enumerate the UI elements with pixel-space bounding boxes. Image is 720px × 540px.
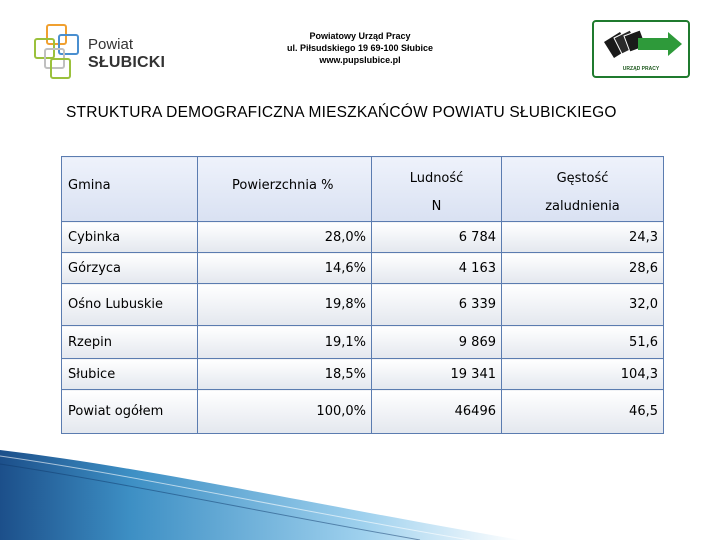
table-row (62, 253, 664, 284)
cell-ludnosc: 6 784 (372, 222, 502, 253)
demographic-table (61, 156, 664, 434)
cell-gestosc: 51,6 (502, 326, 664, 359)
page-title: STRUKTURA DEMOGRAFICZNA MIESZKAŃCÓW POWIATU SŁUBICKIEGO (66, 104, 617, 121)
org-website: www.pupslubice.pl (319, 55, 401, 65)
logo-text-slubicki: SŁUBICKI (88, 54, 166, 71)
cell-gmina: Słubice (62, 359, 198, 390)
cell-gmina: Ośno Lubuskie (62, 284, 198, 326)
cell-powierzchnia: 19,1% (198, 326, 372, 359)
org-name: Powiatowy Urząd Pracy (309, 31, 411, 41)
cell-powierzchnia: 19,8% (198, 284, 372, 326)
organisation-info (260, 30, 460, 66)
header-gestosc-label: Gęstość (556, 171, 609, 186)
table-header-row (62, 157, 664, 222)
table-row (62, 284, 664, 326)
cell-powierzchnia: 14,6% (198, 253, 372, 284)
urzad-pracy-caption: URZĄD PRACY (622, 66, 660, 72)
header-powierzchnia: Powierzchnia % (198, 157, 372, 222)
table-row (62, 359, 664, 390)
cell-ludnosc: 4 163 (372, 253, 502, 284)
cell-gmina: Cybinka (62, 222, 198, 253)
decorative-swoosh (0, 450, 720, 540)
header-gestosc (502, 157, 664, 222)
urzad-pracy-logo (592, 20, 690, 78)
powiat-slubicki-logo (28, 16, 172, 82)
cell-gestosc: 46,5 (502, 390, 664, 434)
cell-gestosc: 104,3 (502, 359, 664, 390)
cell-gmina: Powiat ogółem (62, 390, 198, 434)
cell-gmina: Rzepin (62, 326, 198, 359)
cell-ludnosc: 19 341 (372, 359, 502, 390)
logo-squares-icon (34, 24, 80, 76)
cell-gestosc: 28,6 (502, 253, 664, 284)
cell-powierzchnia: 18,5% (198, 359, 372, 390)
header-gmina: Gmina (62, 157, 198, 222)
cell-gestosc: 32,0 (502, 284, 664, 326)
cell-powierzchnia: 28,0% (198, 222, 372, 253)
header-ludnosc-label: Ludność (409, 171, 464, 186)
cell-gestosc: 24,3 (502, 222, 664, 253)
header-ludnosc-sub: N (431, 199, 442, 214)
table-row (62, 222, 664, 253)
table-row (62, 390, 664, 434)
cell-powierzchnia: 100,0% (198, 390, 372, 434)
logo-text-powiat: Powiat (88, 36, 134, 53)
header-gestosc-sub: zaludnienia (545, 199, 620, 214)
header-ludnosc (372, 157, 502, 222)
cell-ludnosc: 46496 (372, 390, 502, 434)
cell-ludnosc: 9 869 (372, 326, 502, 359)
cell-gmina: Górzyca (62, 253, 198, 284)
table-row (62, 326, 664, 359)
cards-arrow-icon (594, 24, 688, 70)
org-address: ul. Piłsudskiego 19 69-100 Słubice (286, 43, 434, 53)
cell-ludnosc: 6 339 (372, 284, 502, 326)
